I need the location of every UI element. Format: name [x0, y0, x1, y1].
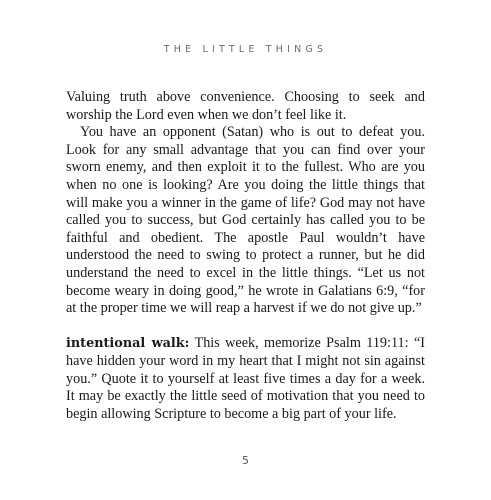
running-head-title: THE LITTLE THINGS	[163, 44, 328, 55]
paragraph-opponent: You have an opponent (Satan) who is out to defeat you. Look for any small advantage that you can find over your sworn enemy, and then exploit it to the fullest. Who are you when no one is looking? Are you doing the little things that will make you a winner in the game of life? God may not have called you to success, but God certainly has called you to be faithful and obedient. The apostle Paul wouldn’t have understood the need to swing to protect a runner, but he did understand the need to excel in the little things. “Let us not become weary in doing good,” he wrote in Galatians 6:9, “for at the proper time we will reap a harvest if we do not give up.”	[66, 124, 425, 317]
page-body	[66, 89, 425, 423]
intentional-walk-label: intentional walk:	[66, 336, 190, 352]
paragraph-continuation: Valuing truth above convenience. Choosing to seek and worship the Lord even when we don’t feel like it.	[66, 89, 425, 123]
intentional-walk-text: This week, memorize Psalm 119:11: “I have hidden your word in my heart that I might not sin against you.” Quote it to yourself at least five times a day for a week. It may be exactly the little seed of motivation that you need to begin allowing Scripture to become a big part of your life.	[66, 335, 425, 422]
intentional-walk-paragraph	[66, 335, 425, 423]
paragraph-spacer	[66, 318, 425, 336]
page-number: 5	[242, 454, 249, 467]
